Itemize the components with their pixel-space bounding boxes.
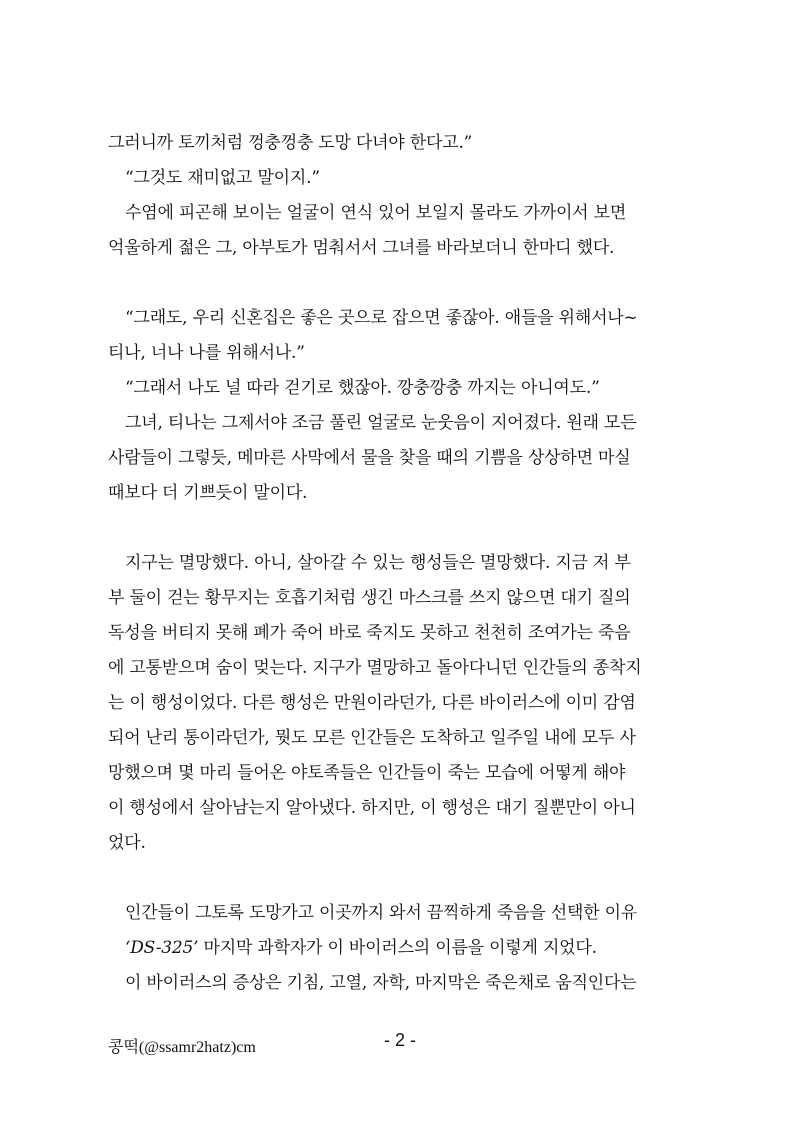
- footer-author: 콩떡(@ssamr2hatz)cm: [108, 1039, 256, 1056]
- text-line-content: 되어 난리 통이라던가, 뭣도 모른 인간들은 도착하고 일주일 내에 모두 사: [108, 728, 636, 748]
- text-line: [108, 616, 676, 651]
- text-line-content: 부 둘이 걷는 황무지는 호흡기처럼 생긴 마스크를 쓰지 않으면 대기 질의: [108, 588, 631, 608]
- text-line: [108, 336, 676, 371]
- text-line-content: “그래서 나도 널 따라 걷기로 했잖아. 깡충깡충 까지는 아니여도.”: [125, 378, 600, 398]
- text-line-content: 그녀, 티나는 그제서야 조금 풀린 얼굴로 눈웃음이 지어졌다. 원래 모든: [125, 413, 637, 433]
- text-line: [108, 476, 676, 511]
- paragraph-gap: [108, 511, 676, 546]
- text-line: [108, 161, 676, 196]
- text-line-content: 에 고통받으며 숨이 멎는다. 지구가 멸망하고 돌아다니던 인간들의 종착지: [108, 658, 642, 678]
- text-line: [108, 441, 676, 476]
- text-line: [108, 686, 676, 721]
- text-line-content: 인간들이 그토록 도망가고 이곳까지 와서 끔찍하게 죽음을 선택한 이유: [125, 903, 638, 923]
- text-line-content: 지구는 멸망했다. 아니, 살아갈 수 있는 행성들은 멸망했다. 지금 저 부: [125, 553, 631, 573]
- paragraph-gap: [108, 861, 676, 896]
- text-line: [108, 301, 676, 336]
- text-line: [108, 721, 676, 756]
- text-line-content: 그러니까 토끼처럼 껑충껑충 도망 다녀야 한다고.”: [108, 133, 473, 153]
- text-line: [108, 126, 676, 161]
- text-line: [108, 966, 676, 1001]
- text-line-content: 이 행성에서 살아남는지 알아냈다. 하지만, 이 행성은 대기 질뿐만이 아니: [108, 798, 636, 818]
- text-line-content: 망했으며 몇 마리 들어온 야토족들은 인간들이 죽는 모습에 어떻게 해야: [108, 763, 626, 783]
- text-line-content: “그것도 재미없고 말이지.”: [125, 168, 320, 188]
- text-line: [108, 651, 676, 686]
- text-line-content: 는 이 행성이었다. 다른 행성은 만원이라던가, 다른 바이러스에 이미 감염: [108, 693, 636, 713]
- text-line: [108, 406, 676, 441]
- text-line-content: 수염에 피곤해 보이는 얼굴이 연식 있어 보일지 몰라도 가까이서 보면: [125, 203, 627, 223]
- text-line: [108, 896, 676, 931]
- text-line-content: 티나, 너나 나를 위해서나.”: [108, 343, 305, 363]
- text-line: [108, 546, 676, 581]
- text-line: [108, 791, 676, 826]
- text-line: [108, 826, 676, 861]
- text-line: [108, 196, 676, 231]
- text-line: [108, 931, 676, 966]
- page-number: - 2 -: [383, 1030, 416, 1050]
- text-line-content: 사람들이 그렇듯, 메마른 사막에서 물을 찾을 때의 기쁨을 상상하면 마실: [108, 448, 631, 468]
- text-line: [108, 371, 676, 406]
- text-line-content: 억울하게 젊은 그, 아부토가 멈춰서서 그녀를 바라보더니 한마디 했다.: [108, 238, 615, 258]
- paragraph-gap: [108, 266, 676, 301]
- body-text: [108, 126, 676, 1001]
- text-line: [108, 231, 676, 266]
- text-line-content: 었다.: [108, 833, 146, 853]
- virus-name: ‘DS-325’: [125, 938, 199, 958]
- text-line: [108, 756, 676, 791]
- text-line-content: 독성을 버티지 못해 폐가 죽어 바로 죽지도 못하고 천천히 조여가는 죽음: [108, 623, 631, 643]
- text-line-content: 때보다 더 기쁘듯이 말이다.: [108, 483, 308, 503]
- text-line: [108, 581, 676, 616]
- text-line-content: 마지막 과학자가 이 바이러스의 이름을 이렇게 지었다.: [198, 938, 597, 958]
- text-line-content: 이 바이러스의 증상은 기침, 고열, 자학, 마지막은 죽은채로 움직인다는: [125, 973, 637, 993]
- text-line-content: “그래도, 우리 신혼집은 좋은 곳으로 잡으면 좋잖아. 애들을 위해서나~: [125, 308, 638, 328]
